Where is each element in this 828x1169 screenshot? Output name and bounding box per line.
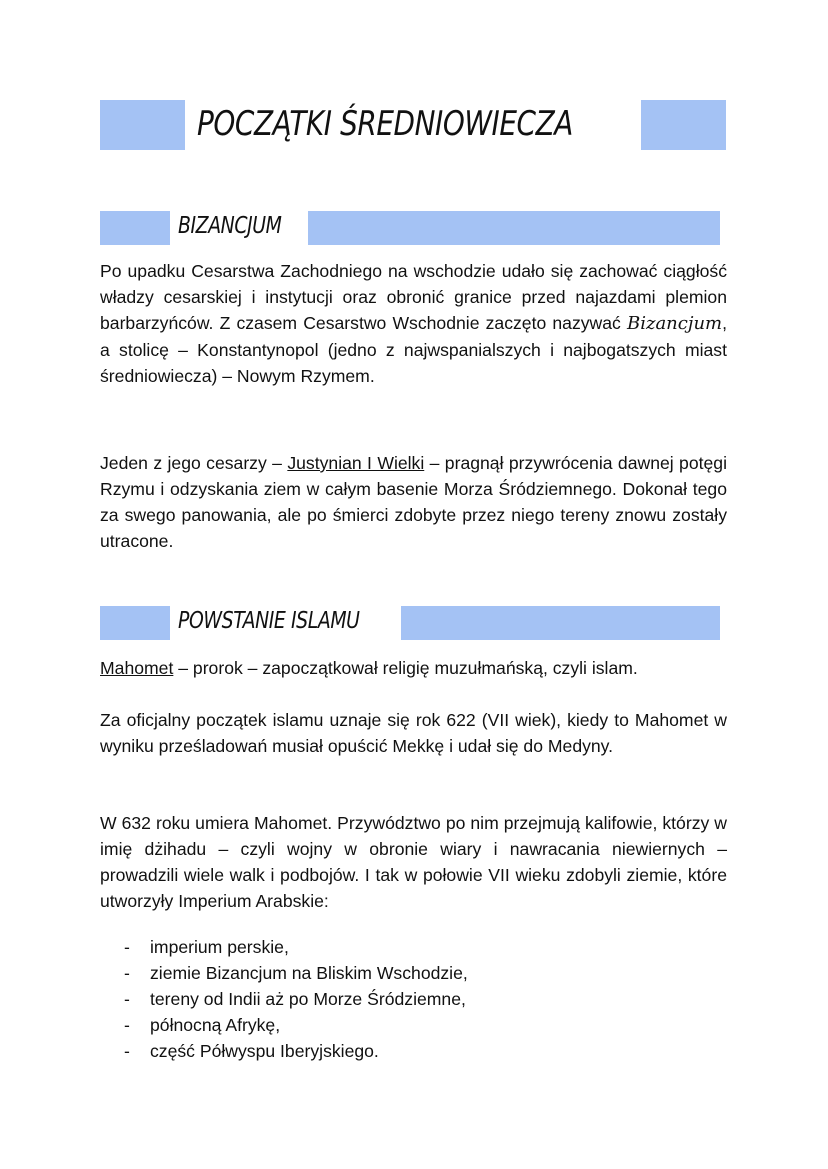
term-bizancjum: Bizancjum	[626, 313, 723, 334]
text: – prorok – zapoczątkował religię muzułmańską, czyli islam.	[173, 658, 638, 678]
heading-accent-left	[100, 211, 170, 245]
link-justynian[interactable]: Justynian I Wielki	[287, 453, 425, 473]
list-item: - tereny od Indii aż po Morze Śródziemne,	[100, 986, 468, 1012]
paragraph	[100, 450, 727, 554]
heading-accent-right	[401, 606, 720, 640]
text: – pragnął przywrócenia dawnej potęgi Rzymu i odzyskania ziem w całym basenie Morza Śródziemnego. Dokonał tego za swego panowania, ale po śmierci zdobyte przez niego tereny znowu zostały utracone.	[100, 453, 727, 551]
paragraph: W 632 roku umiera Mahomet. Przywództwo po nim przejmują kalifowie, którzy w imię dżihadu – czyli wojny w obronie wiary i nawracania niewiernych – prowadzili wiele walk i podbojów. I tak w połowie VII wieku zdobyli ziemie, które utworzyły Imperium Arabskie:	[100, 813, 727, 911]
conquests-list	[100, 934, 468, 1064]
link-mahomet[interactable]: Mahomet	[100, 658, 174, 678]
paragraph	[100, 655, 727, 681]
text: , a stolicę – Konstantynopol (jedno z najwspanialszych i najbogatszych miast średniowiecza) – Nowym Rzymem.	[100, 313, 727, 386]
list-item: - północną Afrykę,	[100, 1012, 468, 1038]
heading-accent-right	[308, 211, 720, 245]
section-heading-islam: POWSTANIE ISLAMU	[178, 608, 360, 634]
text: Jeden z jego cesarzy –	[100, 453, 288, 473]
title-accent-left	[100, 100, 185, 150]
list-item: - część Półwyspu Iberyjskiego.	[100, 1038, 468, 1064]
section-heading-bizancjum: BIZANCJUM	[178, 213, 282, 239]
title-accent-right	[641, 100, 726, 150]
text: Po upadku Cesarstwa Zachodniego na wschodzie udało się zachować ciągłość władzy cesarskiej i instytucji oraz obronić granice przed najazdami plemion barbarzyńców. Z czasem Cesarstwo Wschodnie zaczęto nazywać	[100, 261, 727, 333]
paragraph	[100, 258, 727, 389]
paragraph: Za oficjalny początek islamu uznaje się rok 622 (VII wiek), kiedy to Mahomet w wyniku prześladowań musiał opuścić Mekkę i udał się do Medyny.	[100, 710, 727, 756]
page-title: POCZĄTKI ŚREDNIOWIECZA	[197, 104, 573, 144]
list-item: - imperium perskie,	[100, 934, 468, 960]
list-item: - ziemie Bizancjum na Bliskim Wschodzie,	[100, 960, 468, 986]
heading-accent-left	[100, 606, 170, 640]
